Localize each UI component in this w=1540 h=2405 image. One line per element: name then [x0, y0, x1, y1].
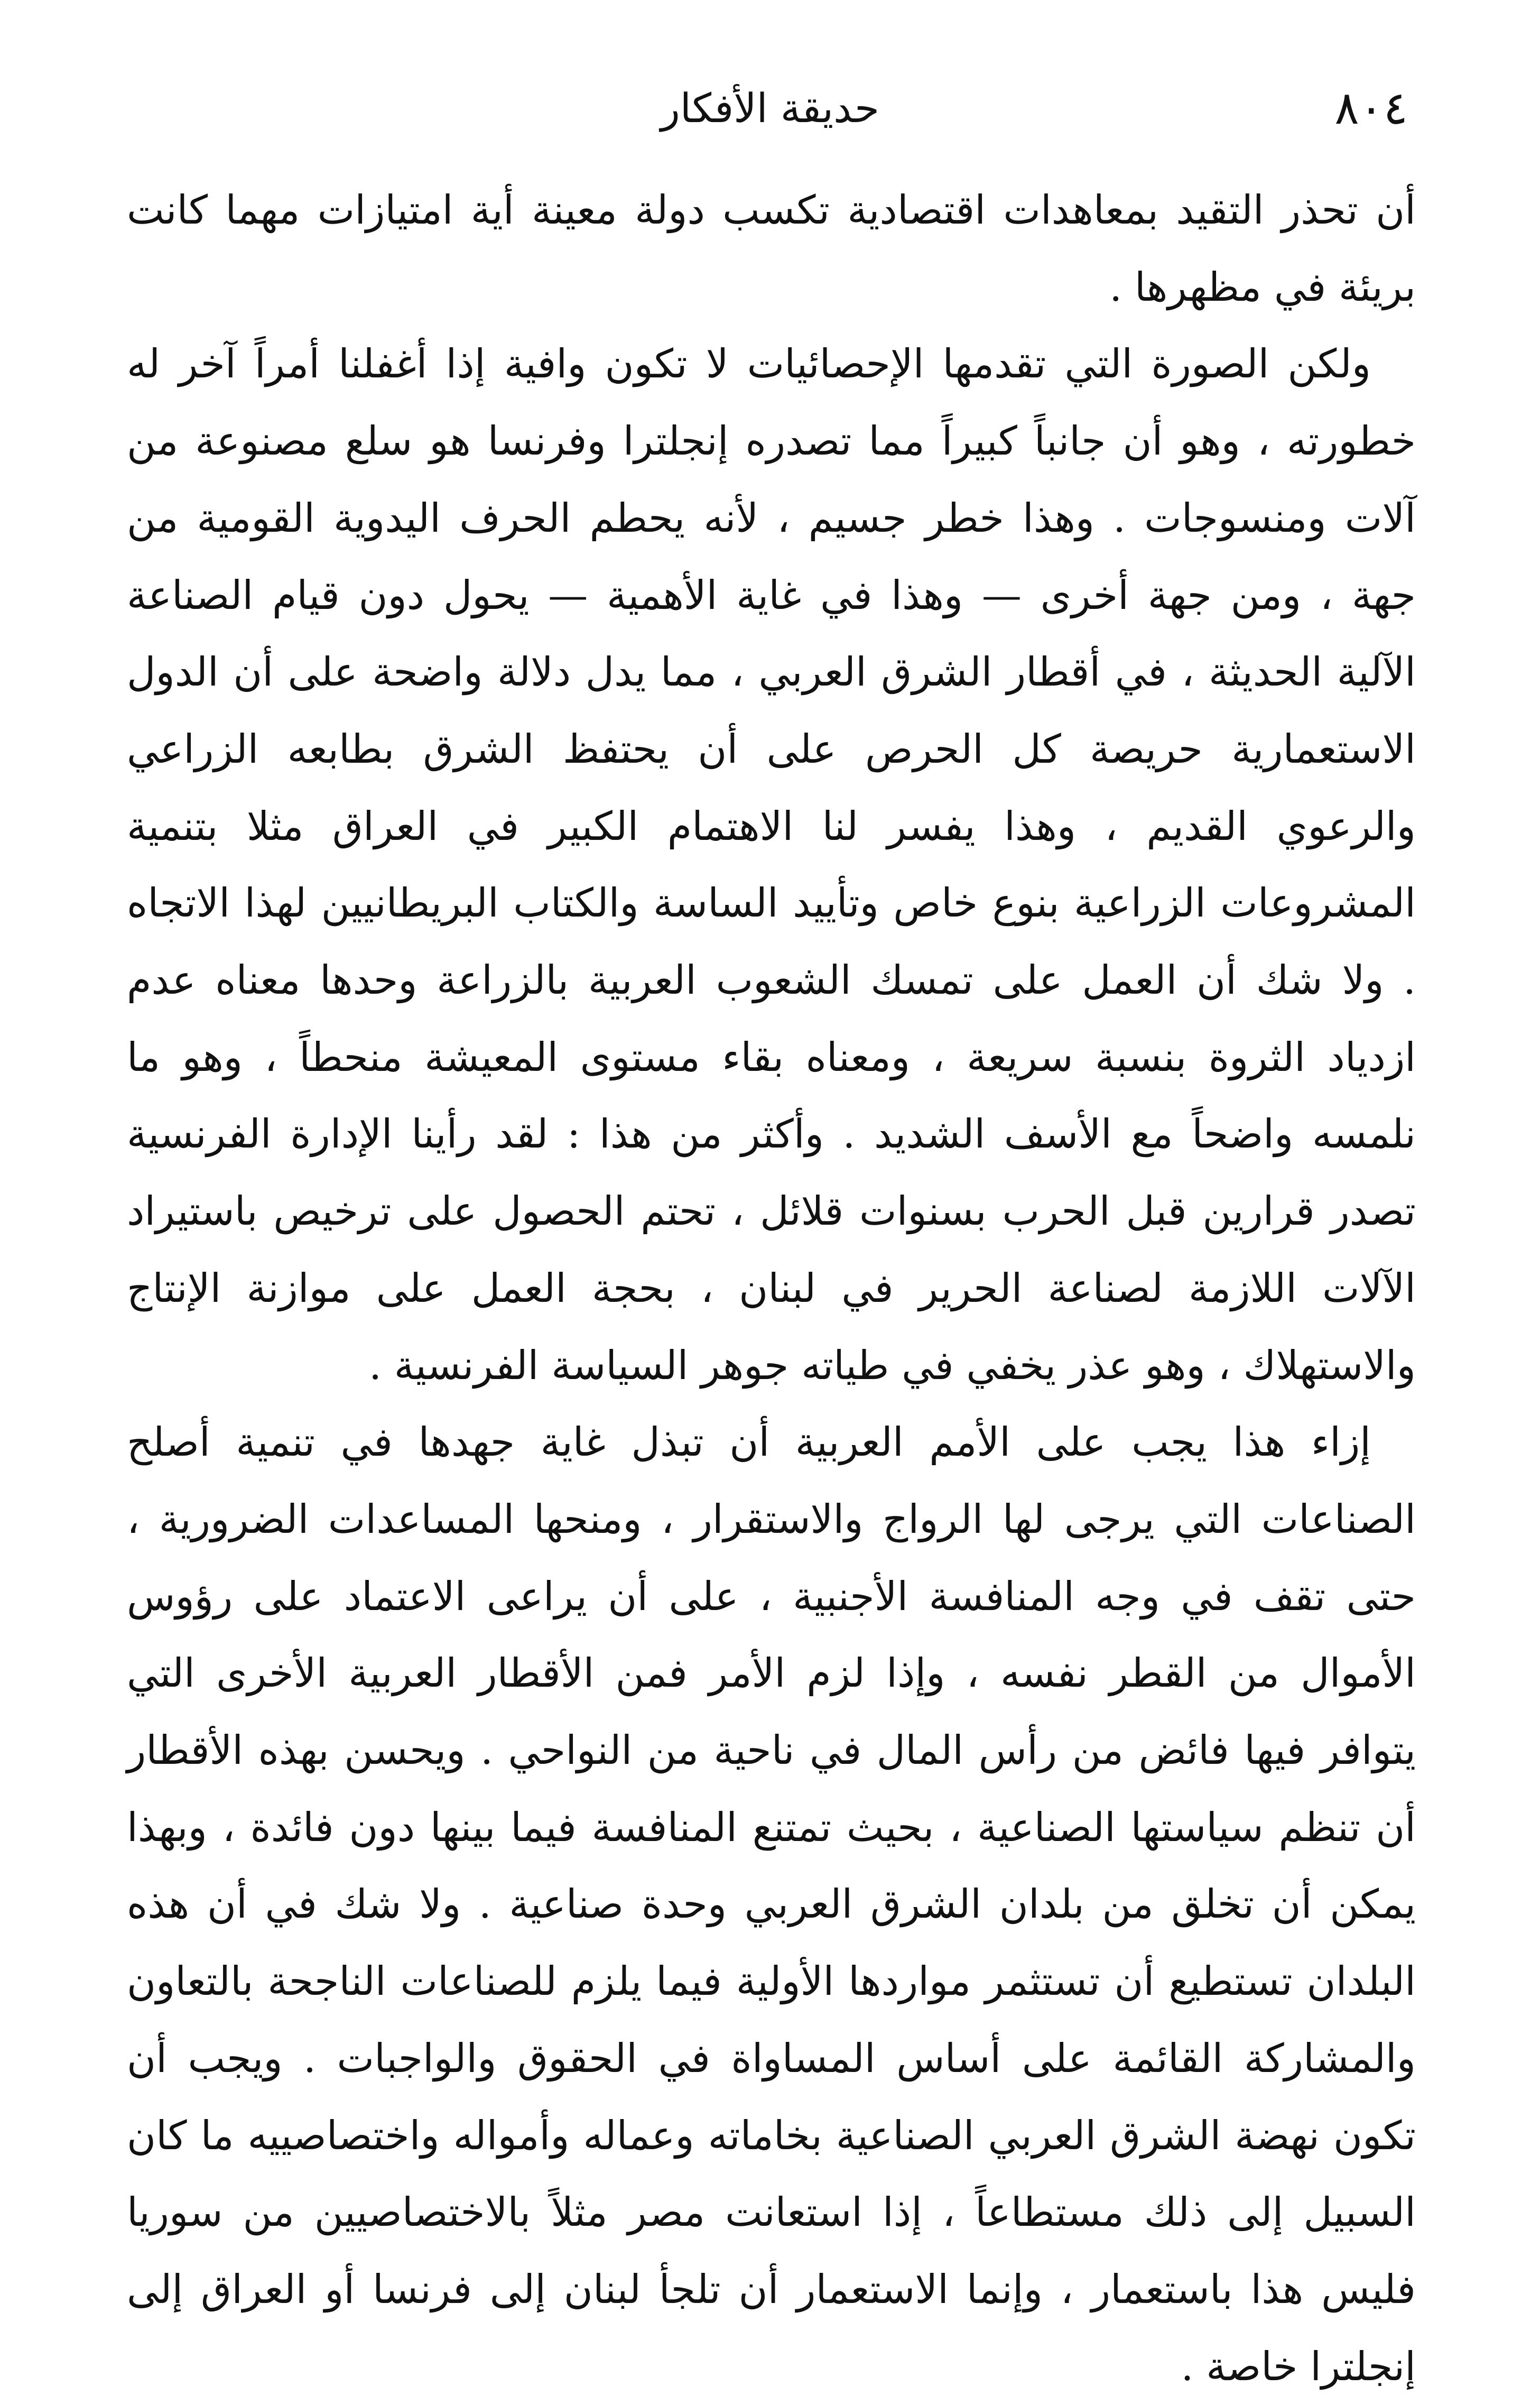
page-header: [132, 79, 1408, 137]
paragraph: ولكن الصورة التي تقدمها الإحصائيات لا تكون وافية إذا أغفلنا أمراً آخر له خطورته ، وهو أن جانباً كبيراً مما تصدره إنجلترا وفرنسا هو سلع مصنوعة من آلات ومنسوجات . وهذا خطر جسيم ، لأنه يحطم الحرف اليدوية القومية من جهة ، ومن جهة أخرى — وهذا في غاية الأهمية — يحول دون قيام الصناعة الآلية الحديثة ، في أقطار الشرق العربي ، مما يدل دلالة واضحة على أن الدول الاستعمارية حريصة كل الحرص على أن يحتفظ الشرق بطابعه الزراعي والرعوي القديم ، وهذا يفسر لنا الاهتمام الكبير في العراق مثلا بتنمية المشروعات الزراعية بنوع خاص وتأييد الساسة والكتاب البريطانيين لهذا الاتجاه . ولا شك أن العمل على تمسك الشعوب العربية بالزراعة وحدها معناه عدم ازدياد الثروة بنسبة سريعة ، ومعناه بقاء مستوى المعيشة منحطاً ، وهو ما نلمسه واضحاً مع الأسف الشديد . وأكثر من هذا : لقد رأينا الإدارة الفرنسية تصدر قرارين قبل الحرب بسنوات قلائل ، تحتم الحصول على ترخيص باستيراد الآلات اللازمة لصناعة الحرير في لبنان ، بحجة العمل على موازنة الإنتاج والاستهلاك ، وهو عذر يخفي في طياته جوهر السياسة الفرنسية .: [127, 340, 1416, 1389]
page-number: ٨٠٤: [1334, 82, 1408, 135]
page-body: [127, 172, 1416, 2405]
paragraph: إزاء هذا يجب على الأمم العربية أن تبذل غاية جهدها في تنمية أصلح الصناعات التي يرجى لها الرواج والاستقرار ، ومنحها المساعدات الضرورية ، حتى تقف في وجه المنافسة الأجنبية ، على أن يراعى الاعتماد على رؤوس الأموال من القطر نفسه ، وإذا لزم الأمر فمن الأقطار العربية الأخرى التي يتوافر فيها فائض من رأس المال في ناحية من النواحي . ويحسن بهذه الأقطار أن تنظم سياستها الصناعية ، بحيث تمتنع المنافسة فيما بينها دون فائدة ، وبهذا يمكن أن تخلق من بلدان الشرق العربي وحدة صناعية . ولا شك في أن هذه البلدان تستطيع أن تستثمر مواردها الأولية فيما يلزم للصناعات الناجحة بالتعاون والمشاركة القائمة على أساس المساواة في الحقوق والواجبات . ويجب أن تكون نهضة الشرق العربي الصناعية بخاماته وعماله وأمواله واختصاصييه ما كان السبيل إلى ذلك مستطاعاً ، إذا استعانت مصر مثلاً بالاختصاصيين من سوريا فليس هذا باستعمار ، وإنما الاستعمار أن تلجأ لبنان إلى فرنسا أو العراق إلى إنجلترا خاصة .: [127, 1419, 1416, 2390]
running-title: حديقة الأفكار: [661, 85, 879, 132]
paragraph-continuation: أن تحذر التقيد بمعاهدات اقتصادية تكسب دولة معينة أية امتيازات مهما كانت بريئة في مظهرها .: [127, 187, 1416, 310]
